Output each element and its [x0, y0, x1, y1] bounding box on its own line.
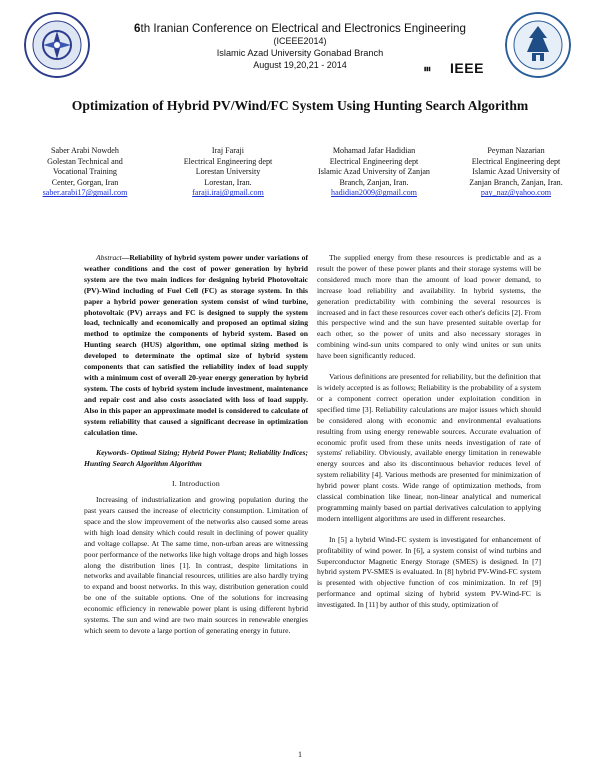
- author-affiliation: Electrical Engineering dept: [471, 156, 561, 166]
- conference-name: 6th Iranian Conference on Electrical and Electronics Engineering: [134, 22, 466, 35]
- author-affiliation: Vocational Training: [53, 167, 117, 177]
- author-name: Iraj Faraji: [211, 146, 245, 155]
- paper-title: Optimization of Hybrid PV/Wind/FC System Using Hunting Search Algorithm: [71, 98, 529, 113]
- conference-logo: [24, 12, 90, 78]
- ieee-logo: IEEE: [450, 60, 484, 76]
- body-paragraph: Various definitions are presented for reliability, but the definition that is widely accepted is as follows; Reliability is the probability of a system or a component correct operation under exploitation condition in specified time [3]. Reliability calculations are major issues which should be considered along with economic and environmental evaluations resulting from using energy renewable sources. Accurate evaluation of economic profit used from these units needs investigation of rate of systems' reliability. Obviously, available energy limitation in renewable energy sources and also its discontinuous behavior reduces level of system reliability [4]. Various methods are presented for minimization of hybrid power plant costs. Wide range of optimization methods, from classical combination like linear, non-linear analytical and numerical programming mainly based on partial derivatives calculation to applying modern intelligent algorithms are used in different researches.: [317, 372, 541, 523]
- author-affiliation: Islamic Azad University of: [472, 167, 560, 177]
- keywords: Keywords- Optimal Sizing; Hybrid Power Plant; Reliability Indices; Hunting Search Algorithm Algorithm: [84, 448, 308, 469]
- university-logo: [505, 12, 571, 78]
- abstract: [84, 253, 308, 438]
- abstract-label: Abstract: [96, 253, 122, 262]
- ieee-logo-icon: [424, 60, 446, 78]
- abstract-text: —Reliability of hybrid system power under variations of weather conditions and the cost of power generation by hybrid system are the two main indices for designing hybrid Photovoltaic (PV)-Wind including of Fuel Cell (FC) as storage system. In this paper a hybrid power generation system consist of wind turbine, photovoltaic (PV) arrays and FC is designed to supply the system load, technically and economically and proposed an optimal sizing method to optimize the components of hybrid system. Based on Hunting search (HUS) algorithm, one optimal sizing method is developed to determinate the optimal size of hybrid system components that can satisfied the reliability index of load supply with a minimum cost of overall 20-year energy generation by hybrid system. The costs of hybrid system include investment, maintenance and repair cost and also costs associated with loss of load supply. Also in this paper an approximate model is considered to calculate of system reliability that caused a significant decrease in optimization calculation time.: [84, 253, 308, 437]
- page-number: 1: [298, 750, 302, 759]
- left-column: [84, 253, 308, 637]
- author-block-2: [158, 146, 298, 199]
- university-logo-icon: [505, 12, 571, 78]
- section-heading: I. Introduction: [171, 479, 221, 489]
- author-email[interactable]: hadidian2009@gmail.com: [331, 188, 417, 198]
- author-email[interactable]: saber.arabi17@gmail.com: [42, 188, 128, 198]
- author-email[interactable]: pay_naz@yahoo.com: [480, 188, 552, 198]
- author-block-4: [446, 146, 586, 199]
- author-affiliation: Center, Gorgan, Iran: [51, 177, 119, 187]
- author-name: Peyman Nazarian: [487, 146, 545, 155]
- conference-dates: August 19,20,21 - 2014: [253, 60, 347, 70]
- author-affiliation: Lorestan University: [195, 167, 261, 177]
- author-email[interactable]: faraji.iraj@gmail.com: [192, 188, 264, 198]
- conference-acronym: (ICEEE2014): [273, 36, 327, 46]
- body-paragraph: The supplied energy from these resources is predictable and as a result the power of these power plants and their storage systems will be considered much more than the amount of load power demand, to increase load reliability and availability. In hybrid systems, the generation predictability with combining the several resources is increased and in fact these resources cover each other's deficits [2]. From this perspective wind and the sun have presented suitable overlap for each other, so the power of units and also necessary storages in combining wind-sun units compared to only wind unites or sun units have been significantly reduced.: [317, 253, 541, 361]
- author-affiliation: Golestan Technical and: [47, 156, 123, 166]
- author-affiliation: Branch, Zanjan, Iran.: [339, 177, 409, 187]
- conference-organizer: Islamic Azad University Gonabad Branch: [216, 48, 384, 58]
- right-column: [317, 253, 541, 611]
- author-name: Mohamad Jafar Hadidian: [332, 146, 416, 155]
- author-affiliation: Islamic Azad University of Zanjan: [318, 167, 430, 177]
- author-name: Saber Arabi Nowdeh: [51, 146, 119, 155]
- author-block-3: [300, 146, 448, 199]
- author-block-1: [18, 146, 152, 199]
- intro-paragraph: Increasing of industrialization and growing population during the past years caused the increase of electricity consumption. Limitation of space and the slow improvement of the networks also caused some areas with high load density which could result in declining of power quality and voltage collapse. At The same time, non-urban areas are witnessing poor performance of the networks like high voltage drops and high losses along the distribution lines [1]. In contrast, despite limitations in networks and available financial resources, utilities are also hardly trying to expand and boost networks. In this way, distribution generation could be one of the suitable options. One of the solutions for increasing economic efficiency in renewable power plant is using different hybrid systems. The sun and wind are two main sources in renewable energies which seem to devote a large portion of generating energy in future.: [84, 495, 308, 635]
- author-affiliation: Lorestan, Iran.: [204, 177, 252, 187]
- conference-logo-icon: [24, 12, 90, 78]
- author-affiliation: Zanjan Branch, Zanjan, Iran.: [469, 177, 563, 187]
- body-paragraph: In [5] a hybrid Wind-FC system is investigated for enhancement of profitability of wind power. In [6], a system consist of wind turbins and Superconductor Magnetic Energy Storage (SMES) is designed. In [7] hybrid system PV-SMES is evaluated. In [8] hybrid PV-Wind-FC system is presented with objective function of cos minimization. In ref [9] performance and optimal sizing of hybrid system PV-Wind-FC is investigated. In [11] by author of this study, optimization of: [317, 534, 541, 610]
- author-affiliation: Electrical Engineering dept: [329, 156, 419, 166]
- author-affiliation: Electrical Engineering dept: [183, 156, 273, 166]
